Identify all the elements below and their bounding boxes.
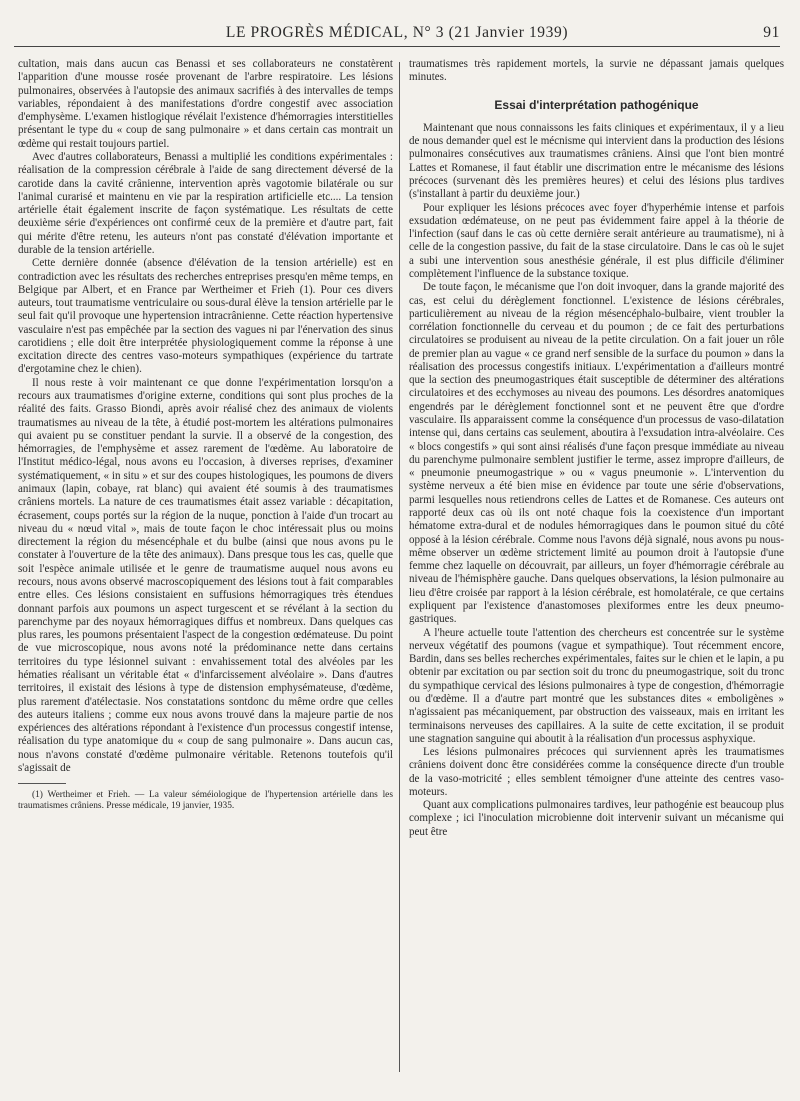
- paragraph: Quant aux complications pulmonaires tardives, leur pathogénie est beaucoup plus complexe ; ici l'inoculation microbienne doit intervenir suivant un mécanisme qui peut être: [409, 799, 784, 838]
- running-header: [14, 22, 780, 46]
- journal-title: LE PROGRÈS MÉDICAL, N° 3 (21 Janvier 1939): [225, 24, 569, 41]
- page-number: 91: [763, 24, 780, 41]
- right-column: [409, 58, 784, 839]
- paragraph: Il nous reste à voir maintenant ce que donne l'expérimentation lorsqu'on a recours aux traumatismes d'origine externe, conditions qui sont plus proches de la réalité des faits. Grasso Biondi, après avoir réalisé chez des animaux de violents traumatismes au niveau de la tête, à étudié post-mortem les altérations pulmonaires qui avaient pu se constituer pendant la survie. Il a observé de la congestion, des hémorragies, de l'emphysème et assez rarement de l'œdème. Au laboratoire de l'Institut médico-légal, nous avons eu l'occasion, à diverses reprises, d'examiner systématiquement, « in situ » et sur des coupes histologiques, les poumons de divers animaux (lapin, cobaye, rat blanc) qui avaient été soumis à des traumatismes crâniens mortels. La nature de ces traumatismes était assez variable : décapitation, écrasement, coups portés sur la région de la nuque, ponction à l'aide d'un trocart au niveau du « nœud vital », mais de toute façon le choc intéressait plus ou moins directement la région du mésencéphale et du bulbe (ainsi que nous avons pu le constater à l'ouverture de la tête des animaux). Dans presque tous les cas, quelle que soit l'espèce animale utilisée et le genre de traumatisme auquel nous avons eu recours, nous avons observé macroscopiquement des lésions tout à fait comparables entre elles. Ces lésions consistaient en suffusions hémorragiques très étendues donnant parfois aux poumons un aspect turgescent et se révélant à la section du parenchyme par des noyaux hémorragiques diffus et nombreux. Dans quelques cas plus rares, les poumons présentaient l'aspect de la congestion œdémateuse. Du point de vue microscopique, nous avons noté la prédominance nette dans certains territoires du type lésionnel suivant : envahissement total des alvéoles par les hématies réalisant un véritable état « d'infarcissement alvéolaire ». Dans d'autres territoires, il existait des lésions à type de distension emphysémateuse, d'œdème, plus rarement d'atélectasie. Nos constatations sontdonc du même ordre que celles des auteurs italiens ; comme eux nous avons trouvé dans la majeure partie de nos expériences des altérations répondant à l'existence d'un processus congestif intense, réalisation du type anatomique du « coup de sang pulmonaire ». Dans aucun cas, nous n'avons constaté d'œdème pulmonaire véritable. Retenons toutefois qu'il s'agissait de: [18, 376, 393, 774]
- footnote: (1) Wertheimer et Frieh. — La valeur séméiologique de l'hypertension artérielle dans les traumatismes crâniens. Presse médicale, 19 janvier, 1935.: [18, 790, 393, 812]
- paragraph: Avec d'autres collaborateurs, Benassi a multiplié les conditions expérimentales : réalisation de la compression cérébrale à l'aide de sang directement déversé de la carotide dans la cavité crânienne, intervention après vagotomie bilatérale ou sur l'animal curarisé et maintenu en vie par la respiration artificielle etc.... La tension artérielle était également inscrite de façon systématique. Les résultats de cette deuxième série d'expériences ont confirmé ceux de la première et d'autre part, fait qui mérite d'être retenu, les auteurs n'ont pas constaté d'élévation importante et durable de la tension artérielle.: [18, 150, 393, 256]
- section-heading: Essai d'interprétation pathogénique: [494, 97, 699, 112]
- header-rule: [14, 46, 780, 47]
- paragraph: Maintenant que nous connaissons les faits cliniques et expérimentaux, il y a lieu de nous demander quel est le mécnisme qui intervient dans la production des lésions pulmonaires consécutives aux traumatismes crâniens. Ainsi que l'ont bien montré Lattes et Romanese, il faut établir une discrimation entre le mécanisme des lésions précoces (survenant dès les premières heures) et celui des lésions plus tardives (s'installant à partir du deuxième jour.): [409, 121, 784, 201]
- paragraph: A l'heure actuelle toute l'attention des chercheurs est concentrée sur le système nerveux végétatif des poumons (vague et sympathique). Tout récemment encore, Bardin, dans ses belles recherches expérimentales, faites sur le chien et le lapin, a pu obtenir par excitation ou par section soit du tronc du pneumogastrique, soit du tronc du sympathique cervical des lésions pulmonaires à type de congestion, d'hémorragie ou d'œdème. Il a d'autre part montré que les substances dites « emboligènes » n'agissaient pas mécaniquement, par obstruction des vaisseaux, mais en irritant les terminaisons nerveuses des capillaires. A la suite de cette excitation, il se produit une stagnation sanguine qui aboutit à la réalisation d'un processus asphyxique.: [409, 626, 784, 745]
- paragraph: cultation, mais dans aucun cas Benassi et ses collaborateurs ne constatèrent l'apparition d'une mousse rosée provenant de l'arbre respiratoire. Les lésions pulmonaires, observées à l'autopsie des animaux sacrifiés à des intervalles de temps variables, répondaient à des manifestations d'ordre congestif avec association d'emphysème. L'examen histlogique révélait l'existence d'hémorragies interstitielles présentant le type du « coup de sang pulmonaire » et dans certain cas montrait un œdème qui restait toujours partiel.: [18, 58, 393, 150]
- left-column: [18, 58, 393, 813]
- paragraph: traumatismes très rapidement mortels, la survie ne dépassant jamais quelques minutes.: [409, 58, 784, 84]
- paragraph: Cette dernière donnée (absence d'élévation de la tension artérielle) est en contradiction avec les résultats des recherches entreprises presqu'en même temps, en Belgique par Albert, et en France par Wertheimer et Frieh (1). Pour ces divers auteurs, tout traumatisme ventriculaire ou sous-dural élève la tension artérielle par le seul fait qu'il provoque une hypertension intracrânienne. Cette réaction hypertensive vasculaire n'est pas empêchée par la section des vagues ni par l'énervation des sinus carotidiens ; elle doit être interprétée physiologiquement comme la réponse à une excitation directe des centres vaso-moteurs sympathiques (expérience du tartrate d'ergotamine chez le chien).: [18, 257, 393, 376]
- column-divider: [399, 62, 400, 1072]
- footnote-rule: [18, 783, 66, 784]
- paragraph: De toute façon, le mécanisme que l'on doit invoquer, dans la grande majorité des cas, est celui du dérèglement fonctionnel. L'existence de lésions cérébrales, particulièrement au niveau de la région mésencéphalo-bulbaire, vient troubler la corrélation fonctionnelle du cerveau et du poumon ; de ce fait des perturbations circulatoires se produisent au niveau de la petite circulation. On a fait jouer un rôle de premier plan au vague « ce grand nerf sensible de la surface du poumon » dans la réalisation des processus congestifs initiaux. L'expérimentation a d'ailleurs montré que la section des pneumogastriques était susceptible de déterminer des altérations circulatoires et des ecchymoses au niveau des poumons. Les désordres anatomiques engendrés par le dérèglement fonctionnel sont et ne peuvent être que d'ordre vasculaire. Ils apparaissent comme la conséquence d'un processus de vaso-dilatation intense qui, dans certains cas seulement, aboutira à l'exsudation intra-alvéolaire. Ces « blocs congestifs » qui sont ainsi réalisés d'une façon presque immédiate au niveau du parenchyme pulmonaire semblent justifier le terme, assez impropre d'ailleurs, de « pneumonie pneumogastrique » ou « vagus pneumonie ». L'intervention du système nerveux a été bien mise en évidence par toute une série d'observations, parmi lesquelles nous retiendrons celles de Lattes et de Romanese. Ces auteurs ont rapporté deux cas où ils ont noté chaque fois la coexistence d'un important hématome extra-dural et de nodules hémorragiques dans le poumon situé du côté opposé à la lésion cérébrale. Comme nous l'avons déjà signalé, nous avons pu nous-même observer un œdème strictement limité au poumon droit à l'autopsie d'une femme chez laquelle on découvrait, par ailleurs, un foyer d'hémorragie cérébrale au niveau de l'hémisphère gauche. Dans quelques observations, la lésion pulmonaire au lieu d'être croisée par rapport à la lésion cérébrale, est homolatérale, ce que certains expliquent par l'existence d'anastomoses plexiformes entre les deux pneumo-gastriques.: [409, 281, 784, 626]
- paragraph: Les lésions pulmonaires précoces qui surviennent après les traumatismes crâniens doivent donc être considérées comme la conséquence directe d'un trouble de la vaso-motricité ; elles semblent témoigner d'une atteinte des centres vaso-moteurs.: [409, 746, 784, 798]
- paragraph: Pour expliquer les lésions précoces avec foyer d'hyperhémie intense et parfois exsudation œdémateuse, on ne peut pas évidemment faire appel à la théorie de l'infection (sauf dans le cas où cette dernière serait antérieure au traumatisme), ni à celle de la congestion passive, du fait de la stase circulatoire. Dans le cas où le sujet a subi une intervention sous anesthésie générale, il est plus difficile d'éliminer complètement l'influence de la substance toxique.: [409, 201, 784, 280]
